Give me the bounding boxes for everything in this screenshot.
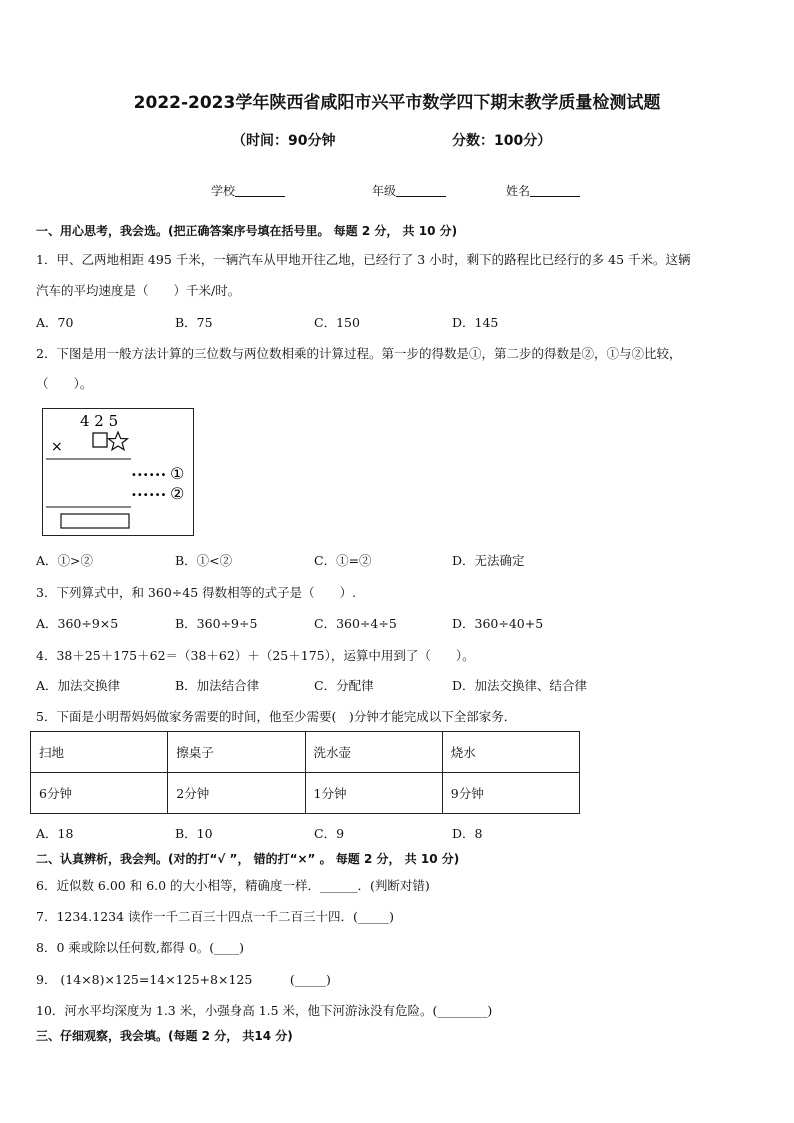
result-box	[61, 514, 129, 528]
page-title: 2022-2023学年陕西省咸阳市兴平市数学四下期末教学质量检测试题	[133, 93, 661, 113]
figure-number: 4 2 5	[80, 412, 119, 430]
chores-table	[30, 731, 580, 814]
section3-heading: 三、仔细观察，我会填。(每题 2 分， 共14 分)	[36, 1029, 293, 1043]
figure-times: ×	[51, 439, 63, 455]
q1-line2: 汽车的平均速度是（ ）千米/时。	[36, 283, 241, 298]
q1-option-d: D．145	[452, 315, 499, 330]
q2-line2: （ ）。	[36, 376, 93, 391]
q2-option-a: A．①>②	[36, 553, 94, 568]
q6-line: 6．近似数 6.00 和 6.0 的大小相等，精确度一样．______．(判断对错)	[36, 878, 430, 893]
q5-option-a: A．18	[36, 826, 74, 841]
grade-blank	[396, 184, 446, 197]
table-header-cell: 扫地	[31, 732, 168, 773]
q3-option-b: B．360÷9÷5	[175, 616, 258, 631]
section1-heading: 一、用心思考，我会选。(把正确答案序号填在括号里。 每题 2 分， 共 10 分)	[36, 224, 458, 238]
q1-line1: 1．甲、乙两地相距 495 千米，一辆汽车从甲地开往乙地，已经行了 3 小时，剩下的路程比已经行的多 45 千米。这辆	[36, 252, 691, 267]
q2-option-d: D．无法确定	[452, 553, 525, 568]
q9-line: 9． (14×8)×125=14×125+8×125 (_____)	[36, 972, 331, 987]
q5-option-c: C．9	[314, 826, 345, 841]
q8-line: 8．0 乘或除以任何数,都得 0。(____)	[36, 940, 245, 955]
section2-heading: 二、认真辨析，我会判。(对的打“√ ”， 错的打“×” 。 每题 2 分， 共 10 分)	[36, 852, 460, 866]
q1-option-a: A．70	[36, 315, 74, 330]
q1-option-b: B．75	[175, 315, 213, 330]
q1-option-c: C．150	[314, 315, 360, 330]
q5-option-b: B．10	[175, 826, 213, 841]
q10-line: 10．河水平均深度为 1.3 米，小强身高 1.5 米，他下河游泳没有危险。(________)	[36, 1003, 493, 1018]
table-header-cell: 洗水壶	[305, 732, 442, 773]
figure-dots-1: ••••••	[131, 470, 167, 481]
school-field	[211, 182, 285, 199]
table-cell: 2分钟	[168, 773, 305, 814]
q5-line1: 5．下面是小明帮妈妈做家务需要的时间，他至少需要( )分钟才能完成以下全部家务．	[36, 709, 517, 724]
exam-time: （时间：90分钟	[232, 133, 336, 149]
q2-line1: 2．下图是用一般方法计算的三位数与两位数相乘的计算过程。第一步的得数是①，第二步的得数是②，①与②比较，	[36, 346, 682, 361]
table-header-cell: 烧水	[442, 732, 579, 773]
table-cell: 6分钟	[31, 773, 168, 814]
grade-field	[372, 182, 446, 199]
grade-label: 年级	[372, 184, 397, 198]
q4-option-b: B．加法结合律	[175, 678, 260, 693]
q4-option-d: D．加法交换律、结合律	[452, 678, 588, 693]
q3-option-c: C．360÷4÷5	[314, 616, 397, 631]
school-label: 学校	[211, 184, 236, 198]
q3-option-d: D．360÷40+5	[452, 616, 544, 631]
school-blank	[235, 184, 285, 197]
figure-mark-1: ①	[170, 464, 185, 483]
q7-line: 7．1234.1234 读作一千二百三十四点一千二百三十四．(_____)	[36, 909, 395, 924]
q4-option-a: A．加法交换律	[36, 678, 121, 693]
table-header-cell: 擦桌子	[168, 732, 305, 773]
q3-line1: 3．下列算式中，和 360÷45 得数相等的式子是（ ）.	[36, 585, 357, 600]
name-label: 姓名	[506, 184, 531, 198]
table-cell: 9分钟	[442, 773, 579, 814]
q3-option-a: A．360÷9×5	[36, 616, 119, 631]
figure-dots-2: ••••••	[131, 490, 167, 501]
square-icon	[93, 433, 107, 447]
q4-line1: 4．38＋25＋175＋62＝（38＋62）＋（25＋175），运算中用到了（ ）。	[36, 648, 475, 663]
figure-mark-2: ②	[170, 484, 185, 503]
q4-option-c: C．分配律	[314, 678, 374, 693]
table-row	[31, 773, 580, 814]
q2-option-b: B．①<②	[175, 553, 233, 568]
q5-option-d: D．8	[452, 826, 483, 841]
star-icon	[109, 432, 128, 450]
name-blank	[530, 184, 580, 197]
multiplication-figure	[42, 408, 194, 536]
q2-option-c: C．①=②	[314, 553, 372, 568]
name-field	[506, 182, 580, 199]
exam-score: 分数：100分）	[452, 133, 552, 149]
table-row	[31, 732, 580, 773]
table-cell: 1分钟	[305, 773, 442, 814]
